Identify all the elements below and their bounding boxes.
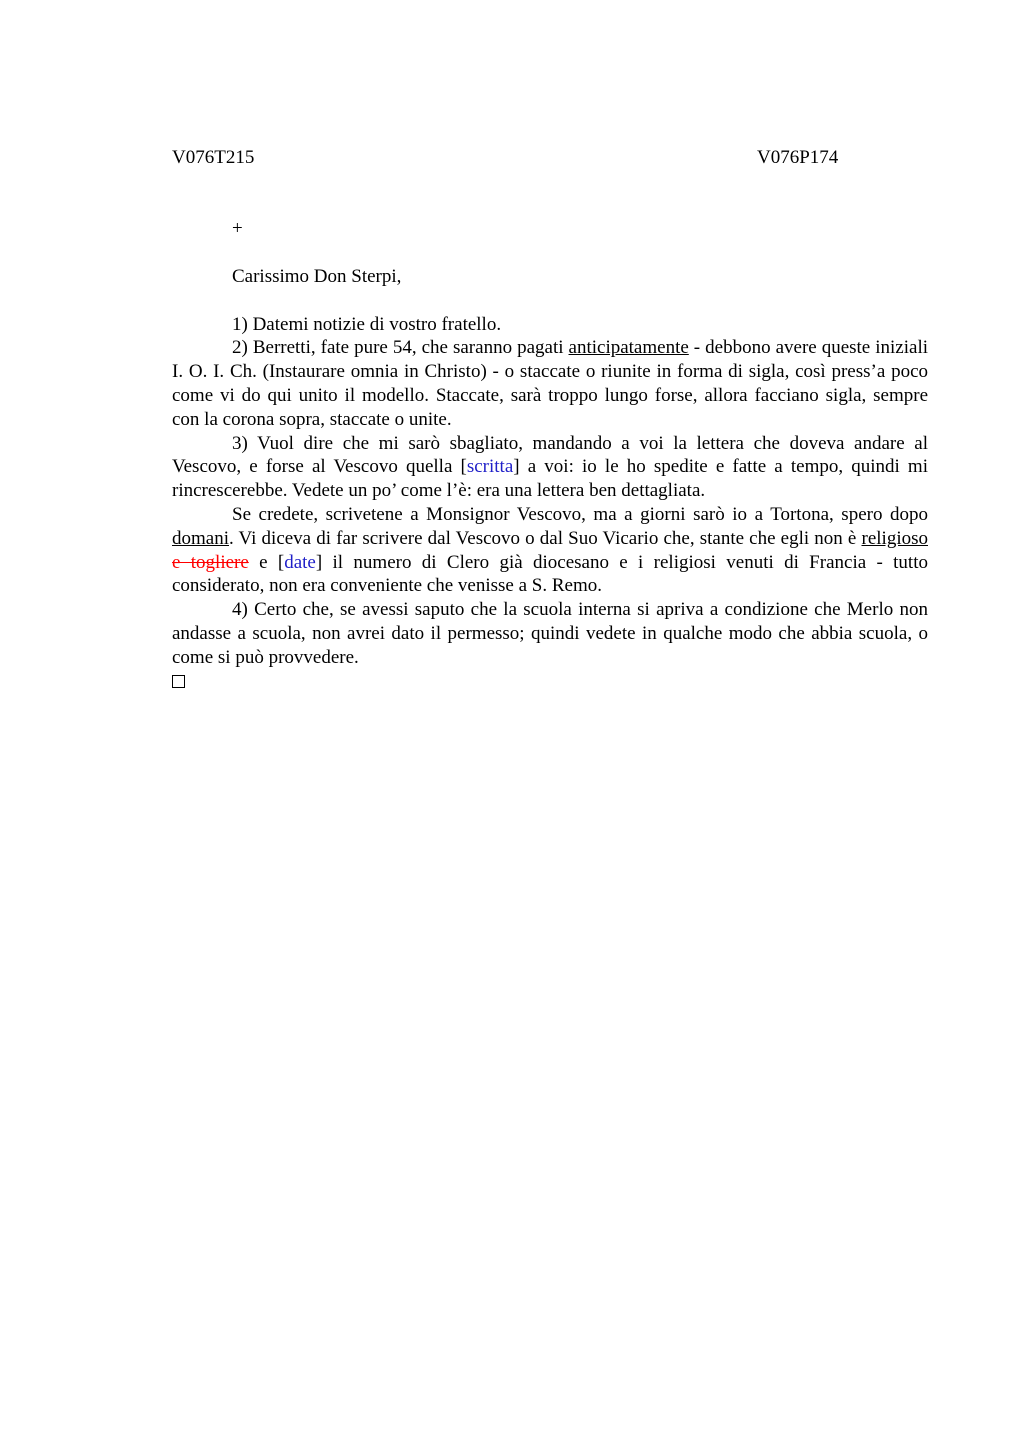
text-run: - debbono avere queste iniziali I. O. I. Ch. (Instaurare omnia in Christo) - o staccate o riunite in forma di sigla, così press’a poco come vi do qui unito il modello. Staccate, sarà troppo lungo forse, allora facciano sigla, sempre con la corona sopra, staccate o unite. (172, 337, 929, 430)
salutation: Carissimo Don Sterpi, (232, 265, 402, 287)
text-run: Se credete, scrivetene a Monsignor Vescovo, ma a giorni sarò io a Tortona, spero dopo (232, 503, 928, 525)
letter-body (172, 217, 928, 694)
underlined-word: domani (172, 527, 229, 549)
underlined-word: religioso (861, 527, 928, 549)
deleted-text: e togliere (172, 551, 249, 573)
end-mark-line (172, 670, 928, 695)
paragraph-2 (172, 336, 928, 431)
cross-mark: + (232, 218, 243, 239)
text-run: e [ (248, 551, 285, 573)
paragraph-1: 1) Datemi notizie di vostro fratello. (232, 313, 502, 335)
text-run: ] il numero di Clero già diocesano e i religiosi venuti di Francia - tutto considerato, non era conveniente che venisse a S. Remo. (172, 551, 928, 597)
text-run: . Vi diceva di far scrivere dal Vescovo o dal Suo Vicario che, stante che egli non è (229, 527, 862, 549)
paragraph-5: 4) Certo che, se avessi saputo che la scuola interna si apriva a condizione che Merlo non andasse a scuola, non avrei dato il permesso; quindi vedete in qualche modo che abbia scuola, o come si può provvedere. (172, 599, 928, 668)
underlined-word: anticipatamente (568, 337, 689, 359)
text-run: ] a voi: io le ho spedite e fatte a tempo, quindi mi rincrescerebbe. Vedete un po’ come l’è: era una lettera ben dettagliata. (172, 456, 928, 502)
document-id-right: V076P174 (757, 147, 839, 168)
text-run: 3) Vuol dire che mi sarò sbagliato, mandando a voi la lettera che doveva andare al Vescovo, e forse al Vescovo quella [ (172, 432, 928, 478)
editorial-insertion: date (284, 551, 316, 573)
paragraph-3 (172, 432, 928, 503)
paragraph-4 (172, 503, 928, 598)
editorial-insertion: scritta (466, 456, 514, 478)
document-id-left: V076T215 (172, 147, 255, 168)
square-end-icon (172, 675, 185, 688)
text-run: 2) Berretti, fate pure 54, che saranno pagati (232, 337, 569, 359)
